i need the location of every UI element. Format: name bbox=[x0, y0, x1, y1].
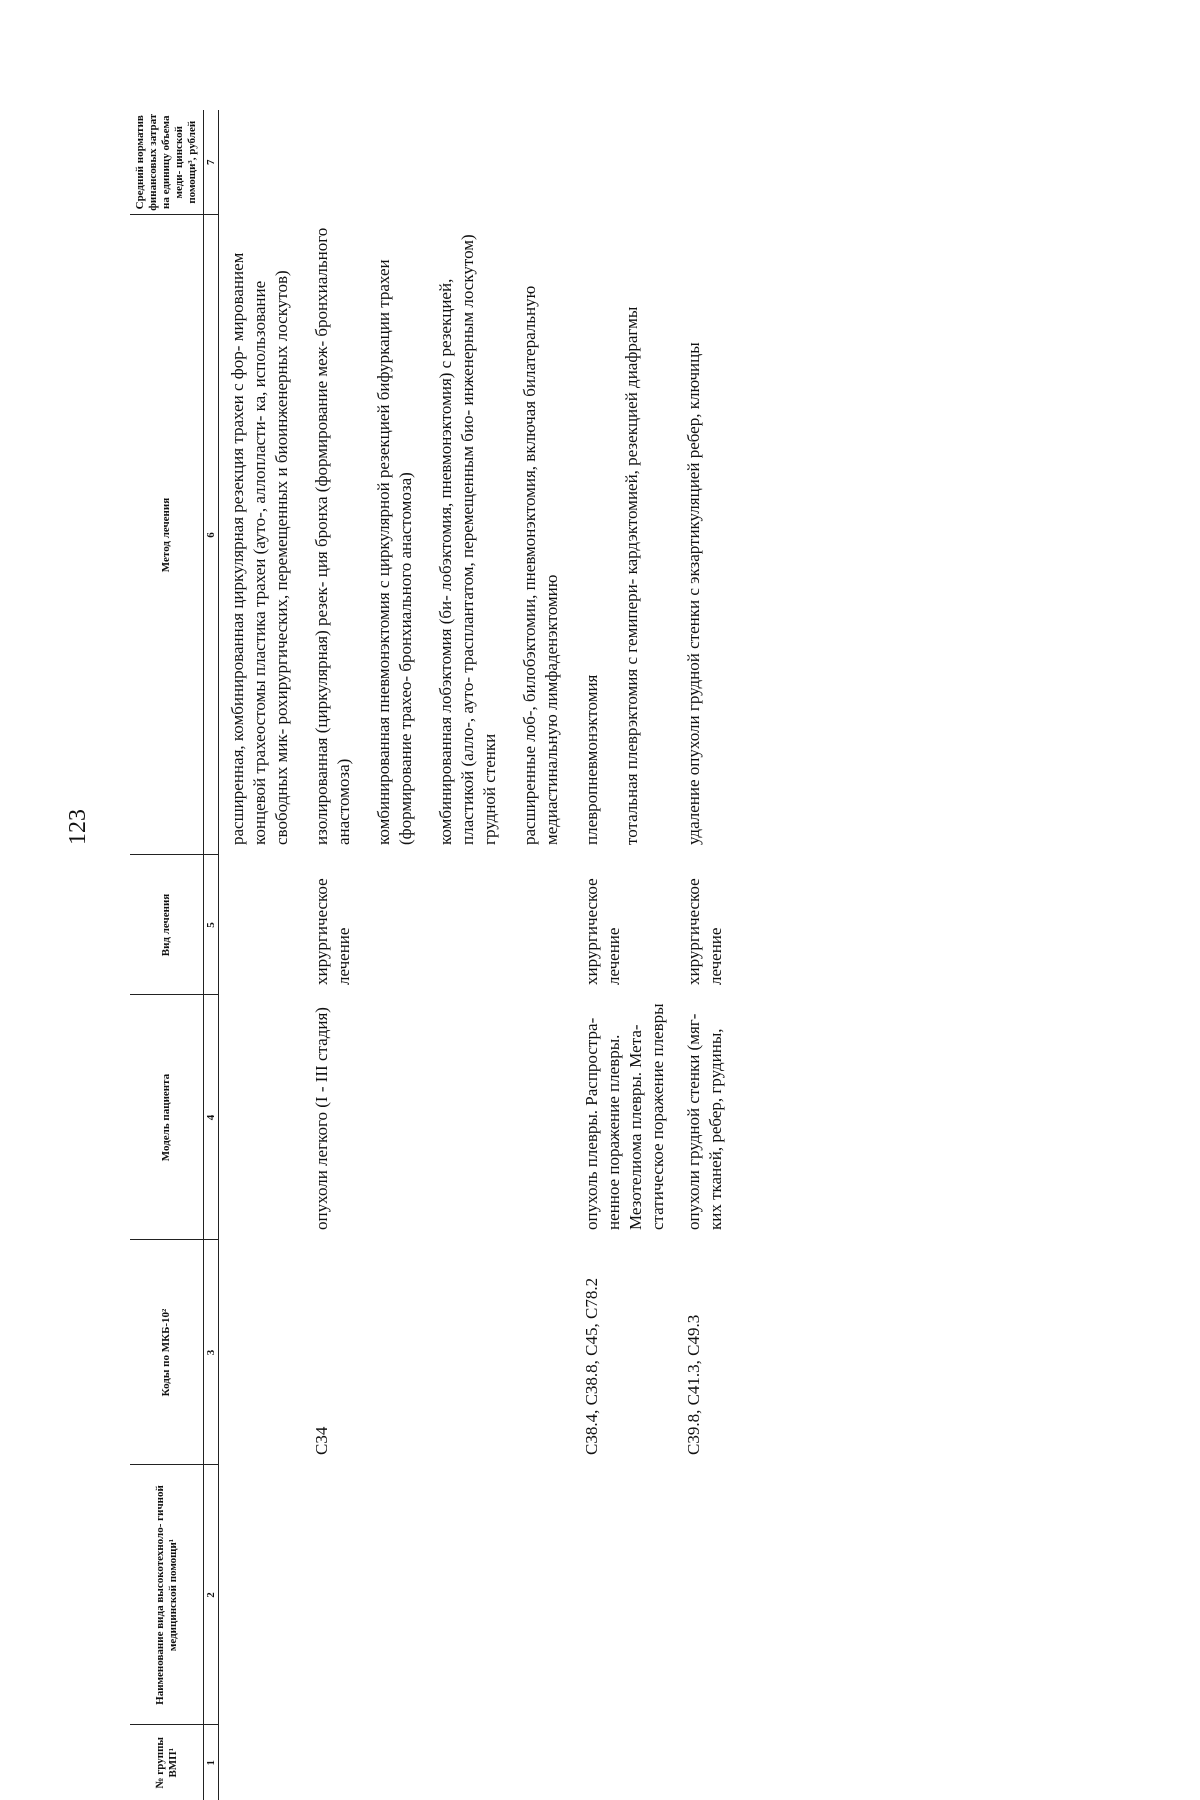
column-number: 2 bbox=[204, 1465, 219, 1725]
vmp-name-cell bbox=[675, 1465, 733, 1725]
header-group-number: № группы ВМП¹ bbox=[130, 1725, 204, 1800]
rotated-table-container bbox=[130, 110, 1130, 1800]
method-item: комбинированная пневмонэктомия с циркулярной резекцией бифуркации трахеи (формирование трахео- бронхиального анастомоза) bbox=[374, 259, 415, 845]
method-item: изолированная (циркулярная) резек- ция бронха (формирование меж- бронхиального анастомоза) bbox=[312, 227, 353, 845]
column-number: 3 bbox=[204, 1240, 219, 1465]
method-item: комбинированная лобэктомия (би- лобэктомия, пневмонэктомия) с резекцией, пластикой (алло-, ауто- трасплантатом, перемещенным био- инженерным лоскутом) грудной стенки bbox=[436, 234, 499, 845]
group-cell bbox=[573, 1725, 675, 1800]
icd-codes-cell: C38.4, C38.8, C45, C78.2 bbox=[582, 1277, 601, 1455]
treatment-type-cell: хирургическое лечение bbox=[684, 878, 725, 985]
vmp-name-cell bbox=[573, 1465, 675, 1725]
cost-cell bbox=[675, 110, 733, 215]
patient-model-cell: опухоли легкого (I - III стадия) bbox=[312, 1007, 331, 1230]
header-average-cost: Средний норматив финансовых затрат на единицу объема меди- цинской помощи³, рублей bbox=[130, 110, 204, 215]
vmp-name-cell bbox=[303, 1465, 573, 1725]
treatment-type-cell: хирургическое лечение bbox=[582, 878, 623, 985]
column-number: 5 bbox=[204, 855, 219, 995]
cost-cell bbox=[219, 110, 304, 215]
group-cell bbox=[675, 1725, 733, 1800]
column-number-row bbox=[204, 110, 219, 1800]
column-number: 6 bbox=[204, 215, 219, 855]
column-number: 1 bbox=[204, 1725, 219, 1800]
column-number: 4 bbox=[204, 995, 219, 1240]
table-row bbox=[675, 110, 733, 1800]
page-number: 123 bbox=[65, 809, 91, 845]
header-vmp-name: Наименование вида высокотехноло- гичной медицинской помощи¹ bbox=[130, 1465, 204, 1725]
treatment-method-cell bbox=[675, 215, 733, 855]
cost-cell bbox=[303, 110, 573, 215]
method-item: тотальная плеврэктомия с гемипери- кардэктомией, резекцией диафрагмы bbox=[622, 306, 641, 845]
treatment-method-cell bbox=[573, 215, 675, 855]
icd-codes-cell: C34 bbox=[312, 1426, 331, 1455]
icd-codes-cell: C39.8, C41.3, C49.3 bbox=[684, 1314, 703, 1455]
table-row bbox=[573, 110, 675, 1800]
treatment-type-cell bbox=[219, 855, 304, 995]
method-item: удаление опухоли грудной стенки с экзартикуляцией ребер, ключицы bbox=[684, 342, 703, 845]
header-row bbox=[130, 110, 204, 1800]
header-treatment-type: Вид лечения bbox=[130, 855, 204, 995]
group-cell bbox=[303, 1725, 573, 1800]
icd-codes-cell bbox=[219, 1240, 304, 1465]
vmp-name-cell bbox=[219, 1465, 304, 1725]
group-cell bbox=[219, 1725, 304, 1800]
table-row bbox=[219, 110, 304, 1800]
patient-model-cell: опухоль плевры. Распростра- ненное поражение плевры. Мезотелиома плевры. Мета- статическое поражение плевры bbox=[582, 1003, 667, 1230]
method-item: расширенная, комбинированная циркулярная резекция трахеи с фор- мированием концевой трахеостомы пластика трахеи (ауто-, аллопласти- ка, использование свободных мик- рохирургических, перемещенных и биоинженерных лоскутов) bbox=[228, 252, 291, 845]
treatment-method-cell bbox=[303, 215, 573, 855]
cost-cell bbox=[573, 110, 675, 215]
treatment-method-cell bbox=[219, 215, 304, 855]
patient-model-cell: опухоли грудной стенки (мяг- ких тканей, ребер, грудины, bbox=[684, 1013, 725, 1230]
column-number: 7 bbox=[204, 110, 219, 215]
vmp-table bbox=[130, 110, 733, 1800]
header-treatment-method: Метод лечения bbox=[130, 215, 204, 855]
table-row bbox=[303, 110, 573, 1800]
header-patient-model: Модель пациента bbox=[130, 995, 204, 1240]
method-item: расширенные лоб-, билобэктомии, пневмонэктомия, включая билатеральную медиастинальную лимфаденэктомию bbox=[520, 285, 561, 845]
method-item: плевропневмонэктомия bbox=[582, 674, 601, 845]
header-icd-codes: Коды по МКБ-10² bbox=[130, 1240, 204, 1465]
patient-model-cell bbox=[219, 995, 304, 1240]
treatment-type-cell: хирургическое лечение bbox=[312, 878, 353, 985]
